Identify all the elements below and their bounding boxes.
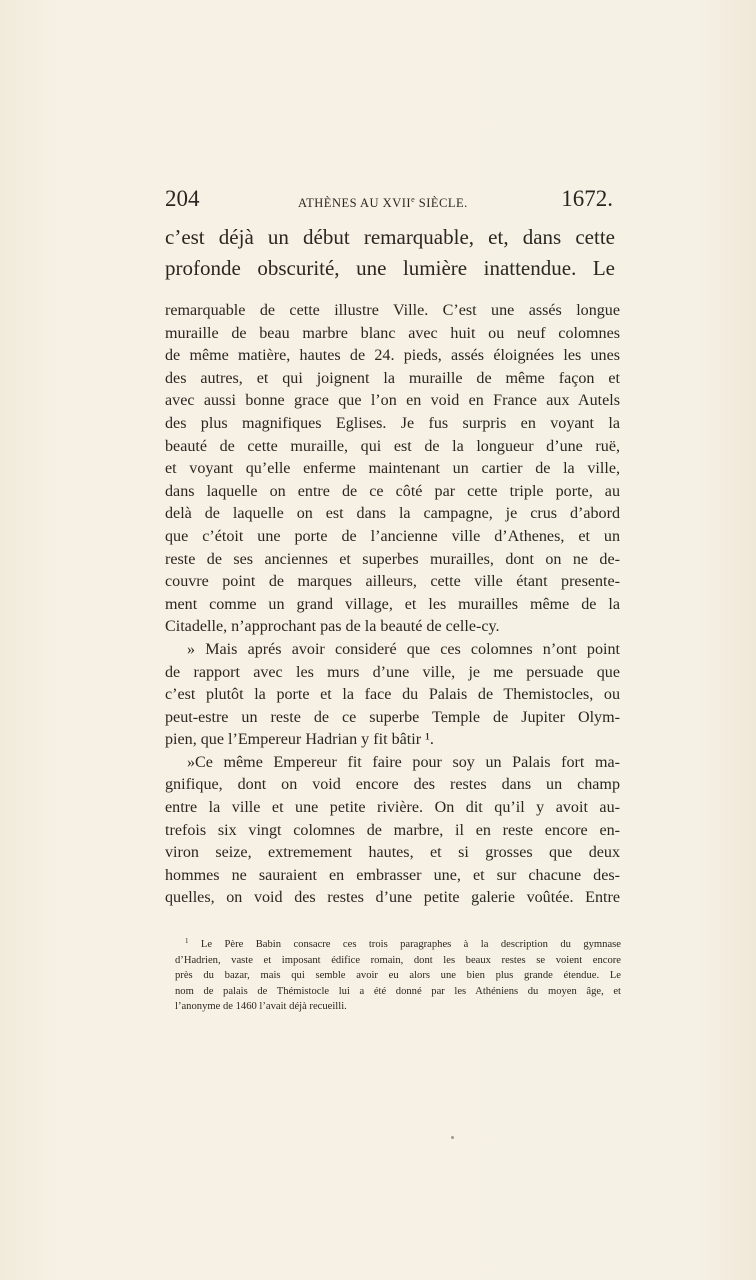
body-line: gnifique, dont on void encore des restes dans un champ bbox=[165, 776, 620, 794]
footnote-line: l’anonyme de 1460 l’avait déjà recueilli. bbox=[175, 1001, 347, 1013]
page-number: 204 bbox=[165, 186, 200, 211]
intro-line: c’est déjà un début remarquable, et, dans cette bbox=[165, 225, 615, 249]
body-line: »Ce même Empereur fit faire pour soy un Palais fort ma- bbox=[187, 753, 620, 771]
body-line: avec aussi bonne grace que l’on en void en France aux Autels bbox=[165, 392, 620, 410]
footnote-line: près du bazar, mais qui semble avoir eu alors une bien plus grande étendue. Le bbox=[175, 970, 621, 982]
footnote-line: d’Hadrien, vaste et imposant édifice romain, dont les beaux restes se voient encore bbox=[175, 954, 621, 966]
body-line: hommes ne sauraient en embrasser une, et sur chacune des- bbox=[165, 866, 620, 884]
paper-speck bbox=[451, 1136, 454, 1139]
body-line: que c’étoit une porte de l’ancienne ville d’Athenes, et un bbox=[165, 527, 620, 545]
running-title bbox=[298, 195, 468, 211]
page-year: 1672. bbox=[561, 186, 613, 211]
body-line: » Mais aprés avoir consideré que ces colomnes n’ont point bbox=[187, 640, 620, 658]
body-line: c’est plutôt la porte et la face du Palais de Themistocles, ou bbox=[165, 686, 620, 704]
page-header bbox=[165, 186, 613, 220]
body-line: et voyant qu’elle enferme maintenant un cartier de la ville, bbox=[165, 460, 620, 478]
intro-line: profonde obscurité, une lumière inattendue. Le bbox=[165, 256, 615, 280]
body-line: peut-estre un reste de ce superbe Temple de Jupiter Olym- bbox=[165, 708, 620, 726]
body-line: des autres, et qui joignent la muraille de même façon et bbox=[165, 369, 620, 387]
body-line: beauté de cette muraille, qui est de la longueur d’une ruë, bbox=[165, 437, 620, 455]
running-title-superscript: e bbox=[411, 195, 416, 204]
body-line: dans laquelle on entre de ce côté par cette triple porte, au bbox=[165, 482, 620, 500]
intro-paragraph bbox=[165, 222, 615, 284]
body-line: pien, que l’Empereur Hadrian y fit bâtir ¹. bbox=[165, 731, 434, 749]
body-line: remarquable de cette illustre Ville. C’est une assés longue bbox=[165, 302, 620, 319]
footnote-line bbox=[175, 934, 621, 953]
body-line: delà de laquelle on est dans la campagne, je crus d’abord bbox=[165, 505, 620, 523]
body-line: de rapport avec les murs d’une ville, je me persuade que bbox=[165, 663, 620, 681]
body-line: de même matière, hautes de 24. pieds, assés éloignées les unes bbox=[165, 347, 620, 365]
body-line: ment comme un grand village, et les murailles même de la bbox=[165, 595, 620, 613]
body-line: muraille de beau marbre blanc avec huit ou neuf colomnes bbox=[165, 324, 620, 342]
body-line: entre la ville et une petite rivière. On dit qu’il y avoit au- bbox=[165, 799, 620, 817]
body-line: couvre point de marques ailleurs, cette ville étant presente- bbox=[165, 573, 620, 591]
footnote-line: nom de palais de Thémistocle lui a été donné par les Athéniens du moyen âge, et bbox=[175, 985, 621, 997]
running-title-end: SIÈCLE. bbox=[415, 196, 468, 210]
body-line: quelles, on void des restes d’une petite galerie voûtée. Entre bbox=[165, 889, 620, 907]
footnote bbox=[175, 934, 621, 1015]
body-line: des plus magnifiques Eglises. Je fus surpris en voyant la bbox=[165, 414, 620, 432]
footnote-text: Le Père Babin consacre ces trois paragraphes à la description du gymnase bbox=[200, 939, 621, 950]
footnote-mark: 1 bbox=[185, 937, 189, 945]
body-line: trefois six vingt colomnes de marbre, il en reste encore en- bbox=[165, 821, 620, 839]
body-line: viron seize, extremement hautes, et si grosses que deux bbox=[165, 844, 620, 862]
running-title-text: ATHÈNES AU XVII bbox=[298, 196, 412, 210]
body-line: Citadelle, n’approchant pas de la beauté de celle-cy. bbox=[165, 618, 500, 636]
body-text bbox=[165, 300, 620, 910]
body-line: reste de ses anciennes et superbes murailles, dont on ne de- bbox=[165, 550, 620, 568]
